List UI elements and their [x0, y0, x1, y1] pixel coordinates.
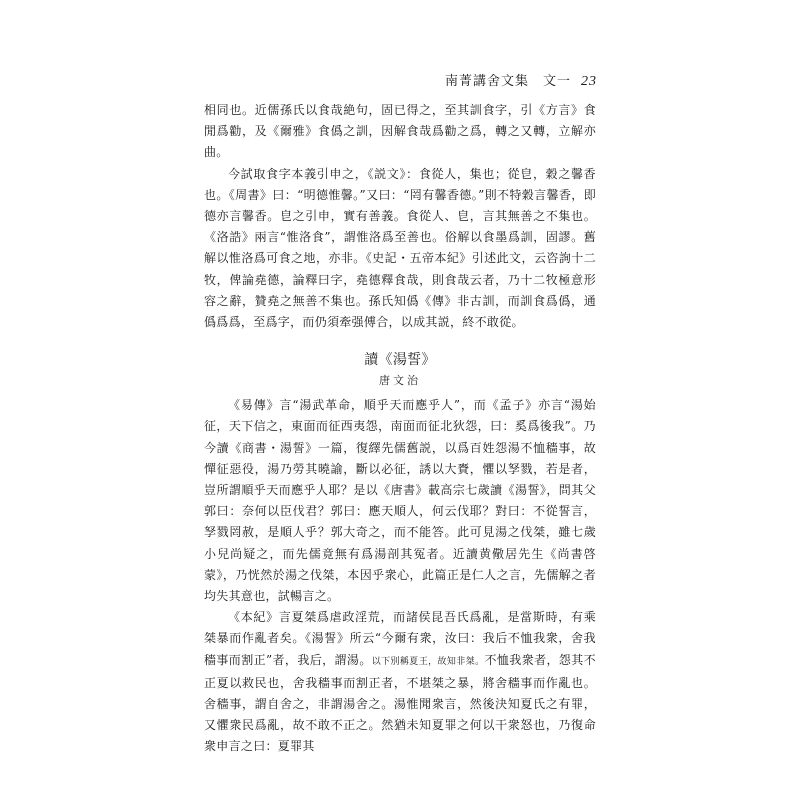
page-number: 23	[581, 74, 597, 89]
essay-title: 讀《湯誓》	[364, 352, 436, 369]
inline-note: 以下別稱夏王，故知非桀。	[371, 656, 485, 667]
running-head	[445, 70, 597, 90]
paragraph-text: 《本紀》言夏桀爲虐政淫荒，而諸侯昆吾氏爲亂，是當斯時，有乘桀暴而作亂者矣。《湯誓》所云“今爾有衆，汝曰：我后不恤我衆，舍我穡事而割正”者，我后，謂湯。	[204, 610, 596, 667]
running-head-title: 南菁講舍文集 文一	[444, 74, 571, 89]
paragraph: 相同也。近儒孫氏以食哉絶句，固已得之，至其訓食字，引《方言》食閒爲勸，及《爾雅》食僞之訓，因解食哉爲勸之爲，轉之又轉，立解亦曲。	[204, 103, 596, 160]
body-text	[204, 100, 596, 758]
essay-author: 唐文治	[379, 374, 421, 388]
paragraph: 今試取食字本義引申之，《説文》：食從人，集也；從皀，穀之馨香也。《周書》曰：“明德惟馨。”又曰：“罔有馨香德。”則不特穀言馨香，即德亦言馨香。皀之引申，實有善義。食從人、皀，言其無善之不集也。《洛誥》兩言“惟洛食”，謂惟洛爲至善也。俗解以食墨爲訓，固謬。舊解以惟洛爲可食之地，亦非。《史記・五帝本紀》引述此文，云咨詢十二牧，俾論堯德，論釋曰字，堯德釋食哉，則食哉云者，乃十二牧極意形容之辭，贊堯之無善不集也。孫氏知僞《傳》非古訓，而訓食爲僞，通僞爲爲，至爲字，而仍須牽强傅合，以成其説，終不敢從。	[204, 166, 596, 330]
paragraph: 《易傳》言“湯武革命，順乎天而應乎人”，而《孟子》亦言“湯始征，天下信之，東面而征西夷怨，南面而征北狄怨，曰：奚爲後我”。乃今讀《商書・湯誓》一篇，復繹先儒舊説，以爲百姓怨湯不恤穡事，故憚征惡役，湯乃勞其曉諭，斷以必征，誘以大賚，懼以孥戮，若是者，豈所謂順乎天而應乎人耶？是以《唐書》載高宗七歲讀《湯誓》，問其父郭曰：奈何以臣伐君？郭曰：應天順人，何云伐耶？對曰：不從誓言，孥戮罔赦，是順人乎？郭大奇之，而不能答。此可見湯之伐桀，雖七歲小兒尚疑之，而先儒竟無有爲湯剖其冤者。近讀黄儆居先生《尚書啓蒙》，乃恍然於湯之伐桀，本因乎衆心，此篇正是仁人之言，先儒解之者均失其意也，試暢言之。	[204, 398, 596, 604]
paragraph-text: 不恤我衆者，怨其不正夏以救民也，舍我穡事而割正者，不堪桀之暴，將舍穡事而作亂也。舍穡事，謂自舍之，非謂湯舍之。湯惟聞衆言，然後決知夏氏之有罪，又懼衆民爲亂，故不敢不正之。然猶未知夏罪之何以干衆怒也，乃復命衆申言之曰：夏罪其	[204, 652, 596, 754]
paragraph	[204, 607, 596, 757]
